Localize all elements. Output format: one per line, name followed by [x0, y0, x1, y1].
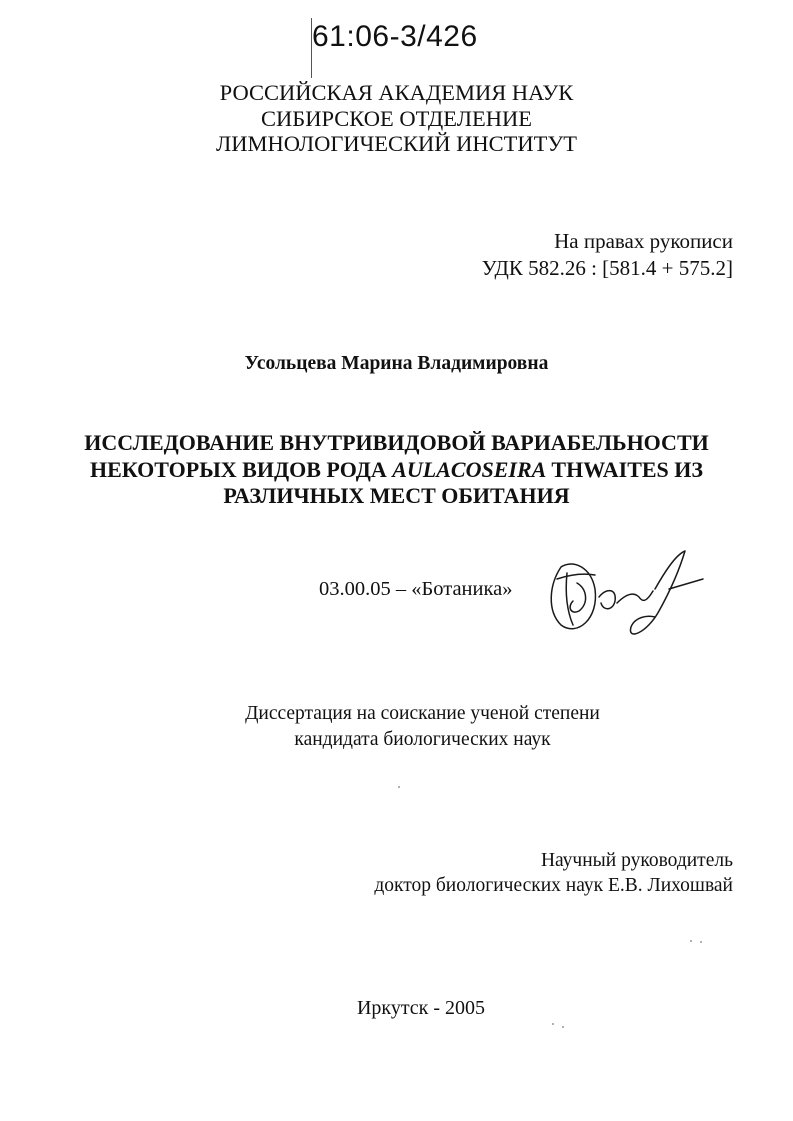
specialty-code: 03.00.05 – «Ботаника»: [319, 578, 513, 600]
advisor-role: Научный руководитель: [540, 850, 733, 871]
handwritten-signature: [543, 545, 708, 645]
city-year: Иркутск - 2005: [356, 997, 486, 1019]
organization-line-institute: ЛИМНОЛОГИЧЕСКИЙ ИНСТИТУТ: [215, 131, 578, 156]
udc-code: УДК 582.26 : [581.4 + 575.2]: [481, 256, 733, 280]
scan-speck: [552, 1023, 554, 1025]
advisor-name: доктор биологических наук Е.В. Лихошвай: [374, 875, 733, 896]
scan-speck: [700, 941, 702, 943]
genus-name: AULACOSEIRA: [392, 457, 547, 482]
dissertation-line-2: кандидата биологических наук: [294, 729, 551, 750]
organization-line-academy: РОССИЙСКАЯ АКАДЕМИЯ НАУК: [219, 80, 574, 105]
author-name: Усольцева Марина Владимировна: [244, 353, 549, 374]
scan-speck: [562, 1026, 564, 1028]
manuscript-rights-note: На правах рукописи: [554, 229, 733, 253]
scan-speck: [690, 940, 692, 942]
organization-line-branch: СИБИРСКОЕ ОТДЕЛЕНИЕ: [261, 106, 532, 131]
library-stamp-code: 61:06-3/426: [312, 20, 478, 53]
title-line-2-prefix: НЕКОТОРЫХ ВИДОВ РОДА: [89, 457, 393, 482]
title-line-2: [0, 457, 793, 483]
title-line-2-suffix: THWAITES ИЗ: [546, 457, 704, 482]
title-line-1: ИССЛЕДОВАНИЕ ВНУТРИВИДОВОЙ ВАРИАБЕЛЬНОСТИ: [84, 430, 709, 455]
title-line-3: РАЗЛИЧНЫХ МЕСТ ОБИТАНИЯ: [223, 483, 570, 508]
dissertation-line-1: Диссертация на соискание ученой степени: [245, 703, 600, 724]
scan-speck: [398, 786, 400, 788]
